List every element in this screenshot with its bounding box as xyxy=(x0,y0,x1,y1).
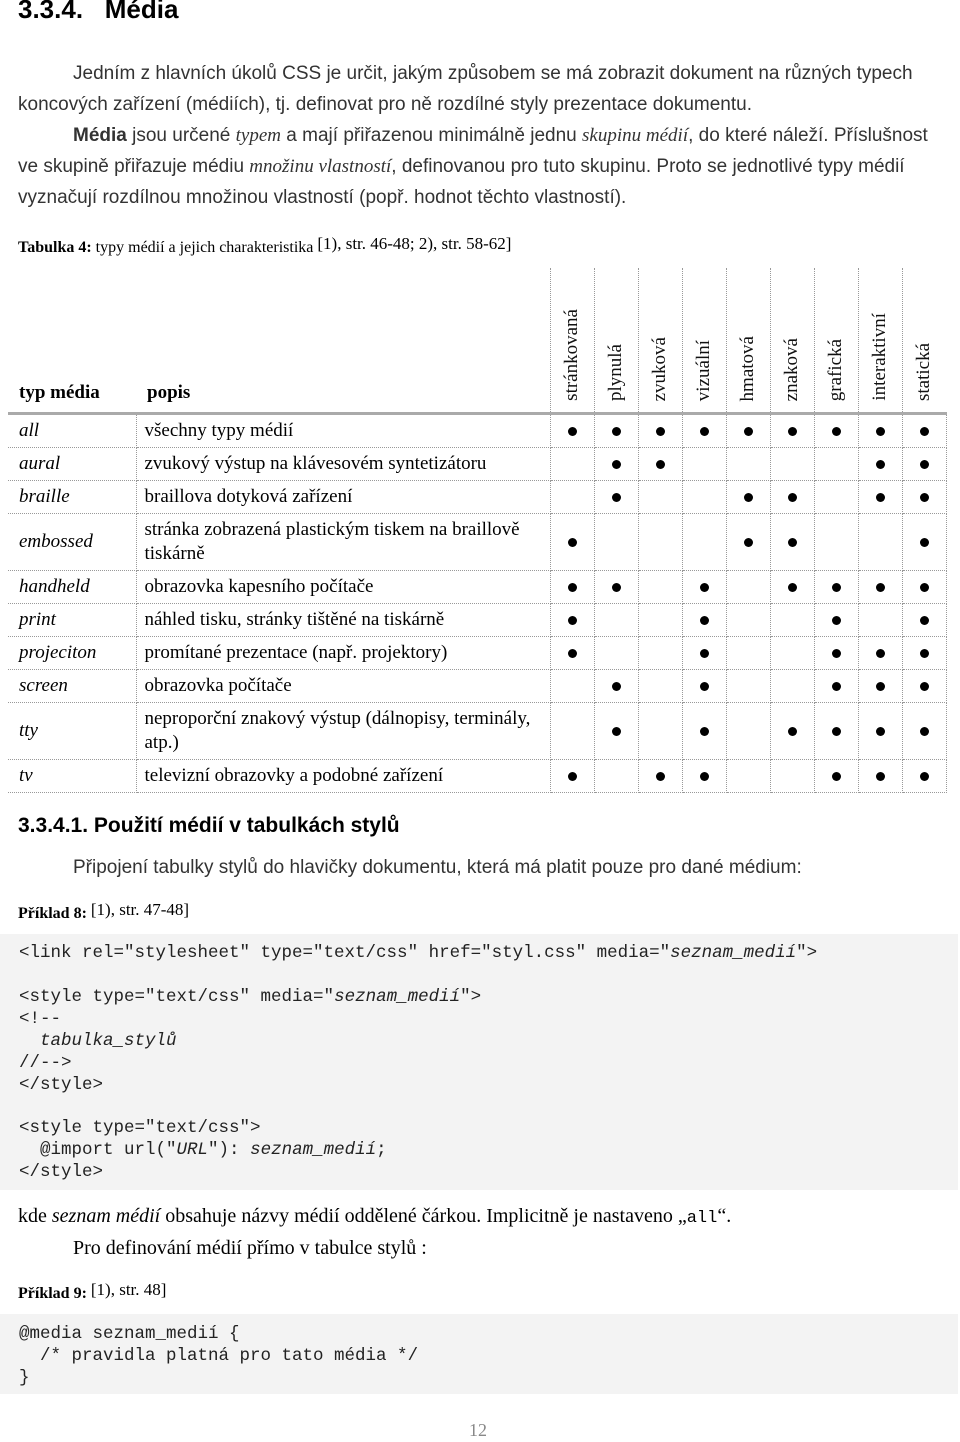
media-type-description: neproporční znakový výstup (dálnopisy, terminály, atp.) xyxy=(136,703,550,760)
feature-cell xyxy=(726,514,770,571)
code-text: @import url(" xyxy=(19,1140,177,1160)
feature-bullet xyxy=(568,649,577,658)
table-row xyxy=(8,670,946,703)
table-row xyxy=(8,604,946,637)
media-type-description: promítané prezentace (např. projektory) xyxy=(136,637,550,670)
header-continuous xyxy=(594,268,638,414)
feature-cell xyxy=(550,670,594,703)
feature-cell xyxy=(902,604,946,637)
table-header-row xyxy=(8,268,946,414)
code-text: "): xyxy=(208,1140,251,1160)
media-type-name: tty xyxy=(8,703,136,760)
feature-cell xyxy=(638,703,682,760)
feature-label: grafická xyxy=(825,338,846,401)
feature-bullet xyxy=(568,583,577,592)
media-type-description: braillova dotyková zařízení xyxy=(136,481,550,514)
intro-text-2f: , do které náleží. Příslušnost ve skupině přiřazuje médiu xyxy=(18,125,928,177)
page-number: 12 xyxy=(469,1420,487,1440)
feature-bullet xyxy=(920,727,929,736)
code-line: //--> xyxy=(19,1053,72,1073)
header-description: popis xyxy=(147,382,191,403)
feature-cell xyxy=(682,760,726,793)
code-text: <link rel="stylesheet" type="text/css" href="styl.css" media=" xyxy=(19,943,671,963)
table-row xyxy=(8,703,946,760)
feature-cell xyxy=(594,703,638,760)
feature-cell xyxy=(594,637,638,670)
code-line: </style> xyxy=(19,1075,104,1095)
feature-cell xyxy=(682,604,726,637)
subsection-number: 3.3.4.1. xyxy=(18,814,89,837)
media-type-description: obrazovka počítače xyxy=(136,670,550,703)
paragraph-link-usage xyxy=(18,852,953,883)
feature-cell xyxy=(814,760,858,793)
feature-bullet xyxy=(568,538,577,547)
table-caption-label: Tabulka 4: xyxy=(18,239,92,256)
code-text: ; xyxy=(376,1140,387,1160)
feature-cell xyxy=(726,414,770,448)
term-media-group: skupinu médií xyxy=(582,125,689,146)
feature-cell xyxy=(638,604,682,637)
feature-cell xyxy=(858,414,902,448)
code-block-example-9 xyxy=(0,1314,958,1394)
header-media-type: typ média xyxy=(19,382,100,403)
media-type-description: obrazovka kapesního počítače xyxy=(136,571,550,604)
header-paged xyxy=(550,268,594,414)
feature-bullet xyxy=(744,493,753,502)
feature-bullet xyxy=(612,682,621,691)
feature-cell xyxy=(550,571,594,604)
feature-cell xyxy=(770,604,814,637)
feature-cell xyxy=(902,481,946,514)
feature-bullet xyxy=(788,427,797,436)
feature-bullet xyxy=(876,493,885,502)
feature-cell xyxy=(814,637,858,670)
feature-cell xyxy=(726,481,770,514)
header-aural xyxy=(638,268,682,414)
feature-label: vizuální xyxy=(693,339,714,401)
feature-bullet xyxy=(656,427,665,436)
feature-cell xyxy=(638,760,682,793)
feature-cell xyxy=(770,414,814,448)
feature-bullet xyxy=(700,427,709,436)
code-placeholder: URL xyxy=(176,1140,209,1160)
intro-paragraph-2 xyxy=(18,120,953,213)
feature-cell xyxy=(858,670,902,703)
feature-cell xyxy=(814,604,858,637)
feature-cell xyxy=(902,448,946,481)
media-type-name: braille xyxy=(8,481,136,514)
table-row xyxy=(8,760,946,793)
feature-cell xyxy=(814,448,858,481)
table-body xyxy=(8,414,946,793)
feature-cell xyxy=(902,760,946,793)
feature-label: znaková xyxy=(781,337,802,401)
feature-bullet xyxy=(832,682,841,691)
header-bitmap xyxy=(814,268,858,414)
feature-bullet xyxy=(788,493,797,502)
paragraph-media-list xyxy=(18,1201,953,1234)
media-type-name: all xyxy=(8,414,136,448)
code-block-example-8 xyxy=(0,934,958,1190)
feature-cell xyxy=(638,414,682,448)
feature-cell xyxy=(594,414,638,448)
media-type-description: náhled tisku, stránky tištěné na tiskárně xyxy=(136,604,550,637)
code-line xyxy=(19,987,481,1007)
code-line: <!-- xyxy=(19,1009,62,1029)
feature-bullet xyxy=(612,727,621,736)
feature-bullet xyxy=(700,682,709,691)
feature-cell xyxy=(858,481,902,514)
term-property-set: množinu vlastností xyxy=(249,156,392,177)
feature-bullet xyxy=(700,649,709,658)
feature-cell xyxy=(594,571,638,604)
feature-cell xyxy=(726,571,770,604)
feature-bullet xyxy=(612,493,621,502)
feature-cell xyxy=(594,481,638,514)
section-heading xyxy=(18,0,178,25)
feature-bullet xyxy=(832,649,841,658)
feature-cell xyxy=(770,703,814,760)
feature-bullet xyxy=(920,616,929,625)
feature-cell xyxy=(682,481,726,514)
feature-cell xyxy=(638,571,682,604)
media-type-description: stránka zobrazená plastickým tiskem na braillově tiskárně xyxy=(136,514,550,571)
code-placeholder: tabulka_stylů xyxy=(19,1031,177,1051)
feature-cell xyxy=(550,604,594,637)
feature-cell xyxy=(550,760,594,793)
intro-text-1: Jedním z hlavních úkolů CSS je určit, jakým způsobem se má zobrazit dokument na různých typech koncových zařízení (médiích), tj. definovat pro ně rozdílné styly prezentace dokumentu. xyxy=(18,63,913,115)
feature-bullet xyxy=(700,616,709,625)
header-tactile xyxy=(726,268,770,414)
feature-bullet xyxy=(700,583,709,592)
feature-cell xyxy=(726,670,770,703)
feature-cell xyxy=(902,703,946,760)
feature-cell xyxy=(902,571,946,604)
code-line: /* pravidla platná pro tato média */ xyxy=(19,1346,419,1366)
paragraph-link-usage-text: Připojení tabulky stylů do hlavičky dokumentu, která má platit pouze pro dané médium: xyxy=(73,857,802,878)
feature-bullet xyxy=(920,649,929,658)
feature-cell xyxy=(726,703,770,760)
feature-bullet xyxy=(920,583,929,592)
section-title: Média xyxy=(104,0,179,24)
feature-bullet xyxy=(568,772,577,781)
feature-cell xyxy=(814,571,858,604)
term-media: Média xyxy=(73,125,127,146)
feature-cell xyxy=(726,448,770,481)
code-line: } xyxy=(19,1368,30,1388)
feature-cell xyxy=(858,514,902,571)
feature-cell xyxy=(638,514,682,571)
feature-cell xyxy=(814,514,858,571)
feature-bullet xyxy=(612,427,621,436)
feature-cell xyxy=(682,514,726,571)
paragraph-text: Pro definování médií přímo v tabulce stylů : xyxy=(73,1237,427,1259)
example-8-caption xyxy=(18,900,189,923)
code-line xyxy=(19,943,817,963)
code-placeholder: seznam_medií xyxy=(670,943,797,963)
feature-bullet xyxy=(876,649,885,658)
feature-cell xyxy=(770,670,814,703)
feature-cell xyxy=(770,637,814,670)
feature-label: stránkovaná xyxy=(561,309,582,401)
feature-cell xyxy=(858,703,902,760)
feature-bullet xyxy=(832,772,841,781)
header-static xyxy=(902,268,946,414)
feature-bullet xyxy=(876,682,885,691)
feature-cell xyxy=(638,670,682,703)
media-type-description: zvukový výstup na klávesovém syntetizátoru xyxy=(136,448,550,481)
feature-bullet xyxy=(568,616,577,625)
media-type-name: print xyxy=(8,604,136,637)
feature-cell xyxy=(594,448,638,481)
feature-cell xyxy=(858,604,902,637)
feature-cell xyxy=(726,637,770,670)
table-row xyxy=(8,637,946,670)
code-text: <style type="text/css" media=" xyxy=(19,987,335,1007)
code-text: "> xyxy=(460,987,482,1007)
code-all: all xyxy=(686,1209,718,1228)
feature-cell xyxy=(594,514,638,571)
feature-cell xyxy=(814,414,858,448)
media-type-name: aural xyxy=(8,448,136,481)
feature-cell xyxy=(770,760,814,793)
feature-bullet xyxy=(568,427,577,436)
feature-cell xyxy=(858,448,902,481)
intro-text-2d: a mají přiřazenou minimálně jednu xyxy=(281,125,583,146)
table-caption xyxy=(18,234,511,257)
code-placeholder: seznam_medií xyxy=(250,1140,377,1160)
feature-label: hmatová xyxy=(737,335,758,401)
feature-bullet xyxy=(832,583,841,592)
feature-cell xyxy=(858,637,902,670)
feature-cell xyxy=(594,604,638,637)
feature-cell xyxy=(814,481,858,514)
feature-bullet xyxy=(876,772,885,781)
feature-bullet xyxy=(920,493,929,502)
feature-bullet xyxy=(832,427,841,436)
media-type-name: tv xyxy=(8,760,136,793)
feature-bullet xyxy=(656,772,665,781)
feature-cell xyxy=(902,637,946,670)
feature-label: interaktivní xyxy=(869,313,890,401)
header-visual xyxy=(682,268,726,414)
media-type-name: screen xyxy=(8,670,136,703)
code-line xyxy=(19,1031,177,1051)
example-9-source: [1), str. 48] xyxy=(90,1280,167,1299)
feature-cell xyxy=(770,448,814,481)
feature-bullet xyxy=(788,727,797,736)
feature-bullet xyxy=(920,538,929,547)
feature-bullet xyxy=(920,427,929,436)
feature-bullet xyxy=(876,460,885,469)
feature-bullet xyxy=(876,583,885,592)
intro-paragraph-1 xyxy=(18,58,953,120)
feature-cell xyxy=(550,414,594,448)
feature-cell xyxy=(682,670,726,703)
example-9-label: Příklad 9: xyxy=(18,1285,87,1302)
code-line xyxy=(19,1140,387,1160)
paragraph-text: “. xyxy=(717,1205,732,1227)
feature-cell xyxy=(814,670,858,703)
feature-cell xyxy=(550,637,594,670)
feature-bullet xyxy=(744,538,753,547)
feature-cell xyxy=(902,514,946,571)
feature-cell xyxy=(726,604,770,637)
paragraph-text: obsahuje názvy médií oddělené čárkou. Implicitně je nastaveno „ xyxy=(160,1205,687,1227)
feature-bullet xyxy=(920,460,929,469)
feature-cell xyxy=(770,571,814,604)
feature-bullet xyxy=(788,538,797,547)
feature-bullet xyxy=(920,772,929,781)
table-row xyxy=(8,481,946,514)
feature-label: plynulá xyxy=(605,344,626,401)
example-8-source: [1), str. 47-48] xyxy=(90,900,190,919)
feature-cell xyxy=(594,760,638,793)
feature-label: zvuková xyxy=(649,336,670,401)
code-line: <style type="text/css"> xyxy=(19,1118,261,1138)
table-row xyxy=(8,414,946,448)
table-row xyxy=(8,448,946,481)
table-caption-text: typy médií a jejich charakteristika xyxy=(91,239,318,256)
feature-cell xyxy=(550,481,594,514)
feature-cell xyxy=(902,414,946,448)
feature-bullet xyxy=(788,583,797,592)
feature-bullet xyxy=(832,616,841,625)
media-type-name: handheld xyxy=(8,571,136,604)
feature-cell xyxy=(638,481,682,514)
feature-bullet xyxy=(744,427,753,436)
feature-cell xyxy=(550,448,594,481)
media-type-name: embossed xyxy=(8,514,136,571)
feature-cell xyxy=(682,637,726,670)
media-type-description: televizní obrazovky a podobné zařízení xyxy=(136,760,550,793)
feature-cell xyxy=(682,703,726,760)
code-line: </style> xyxy=(19,1162,104,1182)
feature-cell xyxy=(638,637,682,670)
paragraph-at-media xyxy=(18,1233,953,1264)
feature-cell xyxy=(726,760,770,793)
intro-text-2b: jsou určené xyxy=(126,125,236,146)
example-8-label: Příklad 8: xyxy=(18,905,87,922)
term-type: typem xyxy=(235,125,282,146)
section-number: 3.3.4. xyxy=(18,0,84,24)
term-media-list: seznam médií xyxy=(51,1205,161,1227)
feature-bullet xyxy=(876,727,885,736)
feature-cell xyxy=(682,571,726,604)
paragraph-text: kde xyxy=(18,1205,52,1227)
feature-label: statická xyxy=(913,342,935,401)
feature-cell xyxy=(770,481,814,514)
feature-bullet xyxy=(876,427,885,436)
feature-bullet xyxy=(700,727,709,736)
feature-cell xyxy=(550,514,594,571)
intro-text-2h: , definovanou pro tuto skupinu. Proto se jednotlivé typy médií vyznačují rozdílnou množinou vlastností (popř. hodnot těchto vlastností). xyxy=(18,156,905,208)
feature-bullet xyxy=(832,727,841,736)
subsection-title: Použití médií v tabulkách stylů xyxy=(93,814,400,837)
feature-cell xyxy=(638,448,682,481)
code-text: "> xyxy=(796,943,818,963)
code-line: @media seznam_medií { xyxy=(19,1324,240,1344)
feature-cell xyxy=(682,448,726,481)
media-type-name: projeciton xyxy=(8,637,136,670)
media-types-table xyxy=(8,268,946,793)
feature-cell xyxy=(682,414,726,448)
feature-bullet xyxy=(700,772,709,781)
example-9-caption xyxy=(18,1280,166,1303)
feature-bullet xyxy=(920,682,929,691)
subsection-heading xyxy=(18,814,400,838)
code-placeholder: seznam_medií xyxy=(334,987,461,1007)
feature-cell xyxy=(858,760,902,793)
feature-cell xyxy=(858,571,902,604)
feature-cell xyxy=(814,703,858,760)
feature-cell xyxy=(594,670,638,703)
feature-bullet xyxy=(612,583,621,592)
table-row xyxy=(8,514,946,571)
feature-bullet xyxy=(612,460,621,469)
feature-cell xyxy=(550,703,594,760)
feature-bullet xyxy=(656,460,665,469)
feature-cell xyxy=(902,670,946,703)
table-row xyxy=(8,571,946,604)
header-grid xyxy=(770,268,814,414)
media-type-description: všechny typy médií xyxy=(136,414,550,448)
header-interactive xyxy=(858,268,902,414)
feature-cell xyxy=(770,514,814,571)
table-caption-source: [1), str. 46-48; 2), str. 58-62] xyxy=(317,234,512,253)
